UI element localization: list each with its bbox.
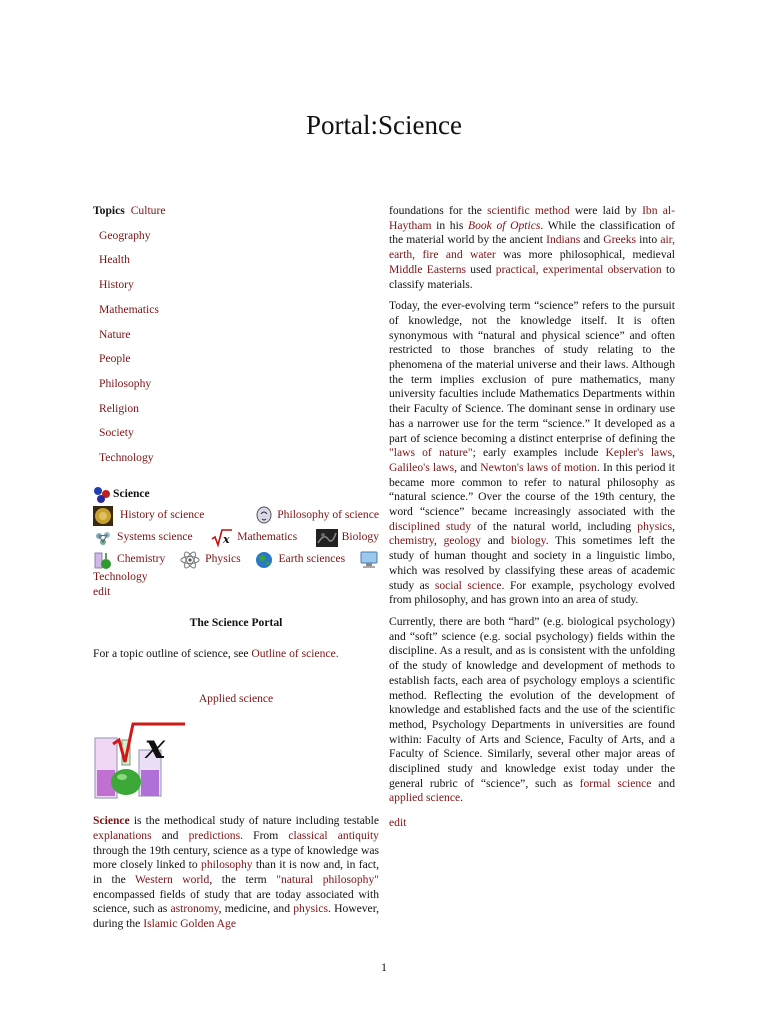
social-science-link[interactable]: social science (434, 578, 502, 592)
page-title: Portal:Science (306, 110, 462, 140)
outline-text: For a topic outline of science, see (93, 646, 252, 660)
biology-link-right[interactable]: biology (511, 534, 546, 548)
physics-body-link[interactable]: physics (293, 902, 328, 916)
topic-link-culture[interactable]: Culture (130, 204, 166, 217)
predictions-link[interactable]: predictions (188, 828, 241, 842)
science-term-link[interactable]: Science (93, 814, 130, 828)
topic-link-religion[interactable]: Religion (99, 401, 139, 415)
science-heading-row (93, 486, 379, 504)
science-nav-row-1 (93, 506, 379, 526)
modern-science-paragraph: Today, the ever-evolving term “science” refers to the pursuit of knowledge, not the knowledge itself. It is often synonymous with “natural and physical science” and often restricted to those branches of study relating to the phenomena of the material universe and their laws. Although the term implies exclusion of pure mathematics, many university faculties include Mathematics Departments within their Faculty of Science. The dominant sense in ordinary use has a narrower use for the term “science.” It developed as a part of science becoming a distinct enterprise of defining the "laws of nature"; early examples include Kepler's laws, Galileo's laws, and Newton's laws of motion. In this period it became more common to refer to natural philosophy as “natural science.” Over the course of the 19th century, the word “science” became increasingly associated with the disciplined study of the natural world, including physics, chemistry, geology and biology. This sometimes left the study of human thought and society in a linguistic limbo, which was resolved by classifying these areas of academic study as social science. For example, psychology evolved from philosophy, and has grown into an area of study. (389, 299, 675, 607)
svg-text:x: x (223, 532, 230, 546)
philosophy-of-science-link[interactable]: Philosophy of science (277, 508, 379, 522)
biology-icon (316, 529, 338, 547)
philosopher-icon (255, 506, 273, 526)
globe-icon (254, 550, 274, 570)
chemistry-link[interactable]: Chemistry (117, 552, 166, 566)
middle-easterns-link[interactable]: Middle Easterns (389, 262, 467, 276)
newtons-laws-link[interactable]: Newton's laws of motion (480, 460, 597, 474)
ibn-al-haytham-link[interactable]: Ibn al-Haytham (389, 204, 675, 232)
history-of-science-link[interactable]: History of science (120, 508, 205, 522)
scientific-method-link[interactable]: scientific method (487, 204, 570, 217)
page-number: 1 (381, 960, 387, 974)
right-edit-link[interactable]: edit (389, 816, 407, 830)
biology-link[interactable]: Biology (341, 530, 379, 544)
systems-icon (93, 530, 113, 546)
topic-link-philosophy[interactable]: Philosophy (99, 376, 152, 390)
earth-sciences-link[interactable]: Earth sciences (278, 552, 346, 566)
portal-heading: The Science Portal (189, 616, 283, 630)
atom-icon (179, 550, 201, 570)
science-nav-edit-link[interactable]: edit (93, 585, 111, 599)
classical-antiquity-link[interactable]: classical antiquity (288, 828, 379, 842)
science-nav-row-3 (93, 550, 379, 570)
science-heading: Science (113, 487, 150, 501)
western-world-link[interactable]: Western world (135, 873, 210, 887)
disciplined-study-link[interactable]: disciplined study (389, 519, 472, 533)
science-intro-paragraph: Science is the methodical study of nature including testable explanations and predictions. From classical antiquity through the 19th century, science as a type of knowledge was more closely linked to philosophy than it is now and, in fact, in the Western world, the term "natural philosophy" encompassed fields of study that are today associated with science, such as astronomy, medicine, and physics. However, during the Islamic Golden Age (93, 814, 379, 931)
galileos-laws-link[interactable]: Galileo's laws (389, 460, 455, 474)
topic-link-society[interactable]: Society (99, 426, 134, 440)
topic-link-health[interactable]: Health (99, 253, 130, 267)
topic-link-people[interactable]: People (99, 352, 131, 366)
book-of-optics-link[interactable]: Book of Optics (468, 218, 541, 232)
systems-science-link[interactable]: Systems science (117, 530, 193, 544)
natural-philosophy-link[interactable]: "natural philosophy" (276, 873, 379, 887)
explanations-link[interactable]: explanations (93, 828, 152, 842)
astronomy-link[interactable]: astronomy (170, 902, 219, 916)
topic-link-mathematics[interactable]: Mathematics (99, 302, 159, 316)
outline-of-science-link[interactable]: Outline of science. (251, 646, 339, 660)
topic-link-history[interactable]: History (99, 278, 134, 292)
philosophy-link[interactable]: philosophy (201, 858, 253, 872)
islamic-golden-age-link[interactable]: Islamic Golden Age (143, 917, 236, 931)
applied-science-link[interactable]: Applied science (198, 691, 274, 705)
formal-science-link[interactable]: formal science (579, 776, 652, 790)
technology-link[interactable]: Technology (93, 569, 148, 583)
topic-link-geography[interactable]: Geography (99, 228, 151, 242)
topic-link-nature[interactable]: Nature (99, 327, 131, 341)
molecule-icon (93, 486, 113, 504)
sqrt-x-icon (211, 528, 233, 548)
foundations-paragraph: foundations for the scientific method were laid by Ibn al-Haytham in his Book of Optics. While the classification of the material world by the ancient Indians and Greeks into air, earth, fire and water was more philosophical, medieval Middle Easterns used practical, experimental observation to classify materials. (389, 204, 675, 291)
history-icon (93, 506, 113, 526)
mathematics-link[interactable]: Mathematics (237, 530, 298, 544)
applied-science-body-link[interactable]: applied science (389, 791, 461, 805)
geology-link[interactable]: geology (443, 534, 481, 548)
psychology-paragraph: Currently, there are both “hard” (e.g. biological psychology) and “soft” science (e.g. social psychology) fields within the discipline. As a result, and as is consistent with the unfolding of the study of knowledge and development of methods to establish facts, each area of psychology employs a scientific method. Reflecting the evolution of the development of knowledge and established facts and the use of the scientific method, Psychology Departments in universities are found within: Faculty of Arts and Science, Faculty of Arts, and a Faculty of Science. Similarly, several other major areas of disciplined study and knowledge exist today under the general rubric of “science”, such as formal science and applied science. (389, 614, 675, 805)
classical-elements-link[interactable]: air, earth, fire and water (389, 233, 675, 262)
science-illustration-icon (93, 720, 188, 800)
topic-link-technology[interactable]: Technology (99, 451, 154, 465)
outline-line (93, 647, 379, 662)
science-nav-row-2 (93, 528, 379, 548)
experimental-observation-link[interactable]: practical, experimental observation (495, 262, 662, 276)
chemistry-link-right[interactable]: chemistry (389, 534, 434, 548)
left-column (93, 204, 379, 939)
right-column (389, 204, 675, 831)
keplers-laws-link[interactable]: Kepler's laws (605, 446, 673, 460)
physics-link[interactable]: Physics (205, 552, 241, 566)
svg-text:x: x (145, 727, 166, 768)
topics-label: Topics (93, 204, 125, 217)
topics-row (93, 204, 379, 219)
laws-of-nature-link[interactable]: "laws of nature" (389, 446, 473, 460)
indians-link[interactable]: Indians (546, 233, 581, 247)
physics-link-right[interactable]: physics (637, 519, 673, 533)
greeks-link[interactable]: Greeks (603, 233, 637, 247)
flask-icon (93, 550, 113, 570)
computer-icon (359, 550, 379, 570)
